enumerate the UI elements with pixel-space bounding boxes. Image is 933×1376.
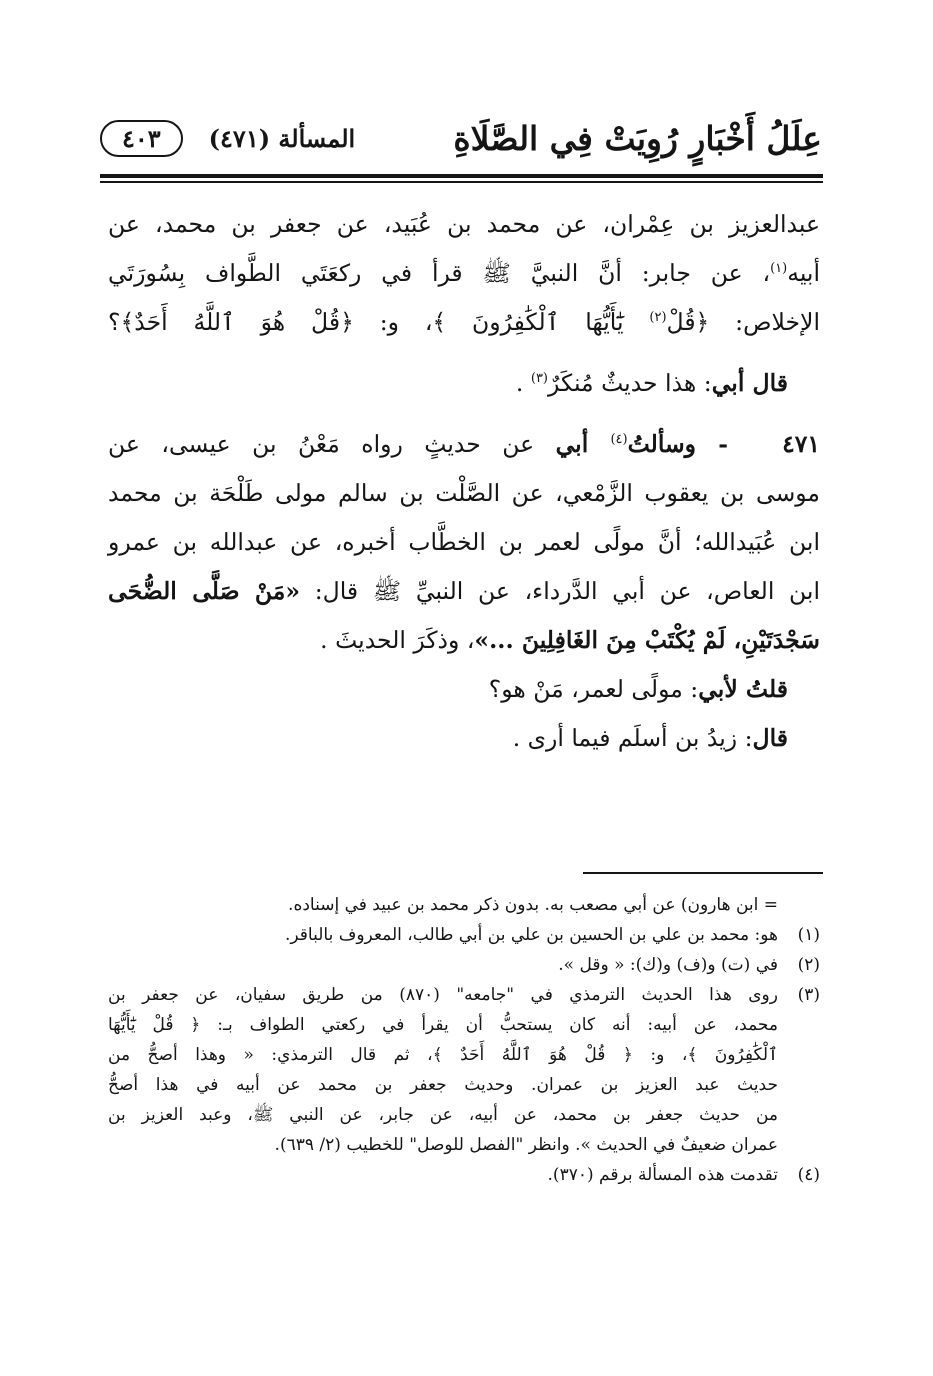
footnote-text — [108, 950, 778, 980]
text-line: قال: زيدُ بن أسلَم فيما أرى . — [512, 724, 788, 752]
footnote-continuation: = ابن هارون) عن أبي مصعب به. بدون ذكر محمد بن عبيد في إسناده. — [288, 895, 778, 915]
footnote-ref[interactable]: (٣) — [530, 371, 548, 387]
footnote-line: هو: محمد بن علي بن الحسين بن علي بن أبي طالب، المعروف بالباقر. — [285, 925, 778, 945]
paragraph-question-471 — [108, 420, 820, 665]
paragraph-isnad — [108, 200, 820, 347]
speaker-label: قال أبي — [711, 369, 788, 397]
footnote-line: من حديث جعفر بن محمد، عن أبيه، عن جابر، عن النبي ﷺ، وعبد العزيز بن — [108, 1105, 778, 1125]
footnote-number[interactable]: (٢) — [797, 955, 820, 975]
paragraph-question-reply — [108, 665, 820, 714]
text-line: سَجْدَتَيْنِ، لَمْ يُكْتَبْ مِنَ الغَافِلِينَ ...»، وذكَرَ الحديثَ . — [320, 626, 820, 654]
footnote-ref[interactable]: (٢) — [649, 310, 667, 326]
footnote-item — [108, 1160, 820, 1190]
question-number: ٤٧١ - وسألتُ — [627, 430, 820, 458]
footnote-list — [108, 920, 820, 1190]
text-line: ابن العاص، عن أبي الدَّرداء، عن النبيِّ ﷺ قال: «مَنْ صَلَّى الضُّحَى — [108, 577, 820, 605]
footnote-line: ٱلْكَٰفِرُونَ ﴾، و: ﴿ قُلْ هُوَ ٱللَّهُ أَحَدٌ ﴾، ثم قال الترمذي: « وهذا أصحُّ من — [108, 1045, 778, 1065]
text-line: الإخلاص: ﴿قُلْ$^{(٢)}$ يَٰٓأَيُّهَا ٱلْكَٰفِرُونَ ﴾، و: ﴿قُلْ هُوَ ٱللَّهُ أَحَدٌ﴾؟ — [108, 308, 820, 336]
header-meta — [100, 120, 355, 157]
text-line: قلتُ لأبي: مولًى لعمر، مَنْ هو؟ — [488, 675, 788, 703]
footnote-line: محمد، عن أبيه: أنه كان يستحبُّ أن يقرأ في ركعتي الطواف بـ: ﴿ قُلْ يَٰٓأَيُّهَا — [108, 1015, 778, 1035]
issue-label: المسألة (٤٧١) — [208, 123, 356, 153]
footnotes — [108, 890, 820, 1190]
footnote-number[interactable]: (٣) — [797, 985, 820, 1005]
text-line: قال أبي: هذا حديثٌ مُنكَرٌ$^{(٣)}$ . — [515, 369, 788, 397]
footnote-text — [108, 920, 778, 950]
footnote-ref[interactable]: (١) — [770, 261, 788, 277]
footnote-number[interactable]: (١) — [797, 925, 820, 945]
footnote-line: عمران ضعيفٌ في الحديث ». وانظر "الفصل للوصل" للخطيب (٢/ ٦٣٩). — [274, 1135, 778, 1155]
footnote-ref[interactable]: (٤) — [610, 432, 628, 448]
footnote-item — [108, 980, 820, 1160]
page-header — [100, 110, 822, 166]
paragraph-answer — [108, 714, 820, 763]
hadith-text: «مَنْ صَلَّى الضُّحَى — [108, 577, 301, 605]
text-line: عبدالعزيز بن عِمْران، عن محمد بن عُبَيد، عن جعفر بن محمد، عن — [108, 210, 820, 238]
footnote-separator — [583, 872, 823, 874]
text-line: أبيه$^{(١)}$، عن جابر: أنَّ النبيَّ ﷺ قرأ في ركعَتَي الطَّواف بِسُورَتَي — [108, 259, 820, 287]
page-number-badge: ٤٠٣ — [100, 120, 183, 157]
header-rule-thin — [100, 181, 823, 183]
footnote-line: في (ت) و(ف) و(ك): « وقل ». — [558, 955, 778, 975]
footnote-item — [108, 920, 820, 950]
text-line: ابن عُبَيدالله؛ أنَّ مولًى لعمر بن الخطَّاب أخبره، عن عبدالله بن عمرو — [108, 528, 820, 556]
footnote-text — [108, 1160, 778, 1190]
footnote-line: روى هذا الحديث الترمذي في "جامعه" (٨٧٠) من طريق سفيان، عن جعفر بن — [108, 985, 778, 1005]
footnote-line: حديث عبد العزيز بن عمران. وحديث جعفر بن محمد عن أبيه في هذا أصحُّ — [108, 1075, 778, 1095]
footnote-number[interactable]: (٤) — [797, 1165, 820, 1185]
text-line: ٤٧١ - وسألتُ$^{(٤)}$ أبي عن حديثٍ رواه مَعْنُ بن عيسى، عن — [108, 430, 820, 458]
running-title: عِلَلُ أَخْبَارٍ رُوِيَتْ فِي الصَّلَاةِ — [453, 118, 822, 158]
speaker-label: قال — [752, 724, 788, 752]
hadith-text: سَجْدَتَيْنِ، لَمْ يُكْتَبْ مِنَ الغَافِلِينَ ...» — [474, 626, 820, 654]
footnote-text — [108, 980, 778, 1160]
header-rule-thick — [100, 174, 823, 178]
text-line: موسى بن يعقوب الزَّمْعي، عن الصَّلْت بن سالم مولى طَلْحَة بن محمد — [108, 479, 820, 507]
paragraph-ruling — [108, 359, 820, 408]
footnote-line: تقدمت هذه المسألة برقم (٣٧٠). — [547, 1165, 778, 1185]
speaker-label: قلتُ لأبي — [698, 675, 788, 703]
main-text — [108, 200, 820, 763]
footnote-item — [108, 950, 820, 980]
